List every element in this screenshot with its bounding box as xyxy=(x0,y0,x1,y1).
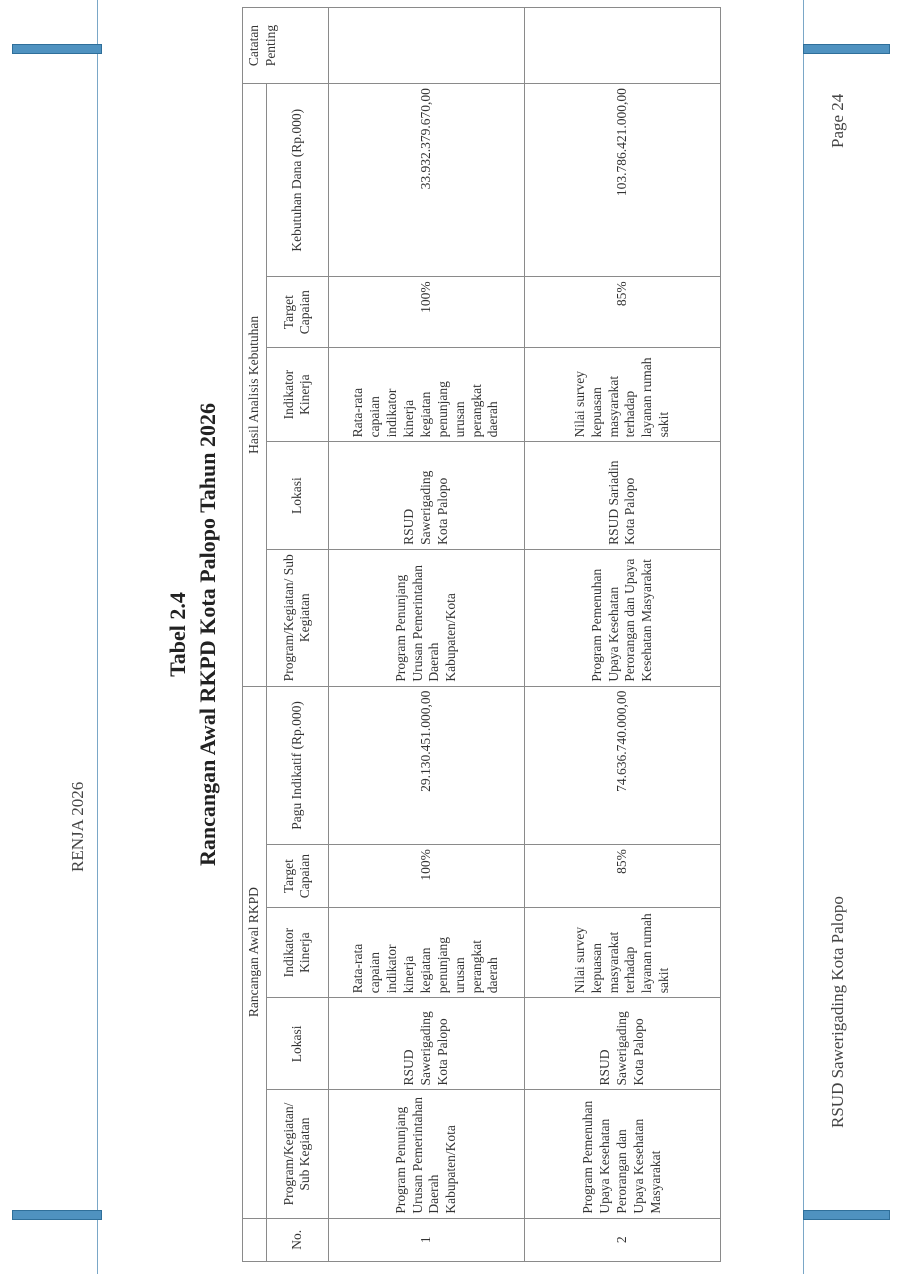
row-kebutuhan-dana: 103.786.421.000,00 xyxy=(524,84,720,277)
footer-org-name: RSUD Sawerigading Kota Palopo xyxy=(828,896,847,1128)
header-indikator: Indikator Kinerja xyxy=(266,908,328,998)
row-indikator-hasil: Nilai survey kepuasan masyarakat terhadap layanan rumah sakit xyxy=(524,347,720,441)
row-target-hasil: 85% xyxy=(524,277,720,348)
row-pagu: 74.636.740.000,00 xyxy=(524,686,720,845)
table-row xyxy=(328,8,524,1262)
row-pagu: 29.130.451.000,00 xyxy=(328,686,524,845)
header-target-hasil: Target Capaian xyxy=(266,277,328,348)
bottom-right-accent-bar xyxy=(803,1210,890,1220)
header-catatan-penting: Catatan Penting xyxy=(243,8,329,84)
top-right-accent-bar xyxy=(803,44,890,54)
header-program: Program/Kegiatan/ Sub Kegiatan xyxy=(266,1090,328,1218)
row-program: Program Pemenuhan Upaya Kesehatan Perorangan dan Upaya Kesehatan Masyarakat xyxy=(524,1090,720,1218)
group-header-rancangan-awal: Rancangan Awal RKPD xyxy=(243,686,267,1218)
right-margin-line xyxy=(803,0,804,1274)
rkpd-table xyxy=(242,7,721,1262)
top-left-accent-bar xyxy=(12,44,102,54)
header-program-hasil: Program/Kegiatan/ Sub Kegiatan xyxy=(266,549,328,686)
header-lokasi: Lokasi xyxy=(266,998,328,1090)
header-kebutuhan-dana: Kebutuhan Dana (Rp.000) xyxy=(266,84,328,277)
row-no: 2 xyxy=(524,1218,720,1261)
row-program-hasil: Program Pemenuhan Upaya Kesehatan Perorangan dan Upaya Kesehatan Masyarakat xyxy=(524,549,720,686)
header-pagu: Pagu Indikatif (Rp.000) xyxy=(266,686,328,845)
header-target: Target Capaian xyxy=(266,845,328,908)
header-no: No. xyxy=(266,1218,328,1261)
table-row xyxy=(524,8,720,1262)
group-header-hasil-analisis: Hasil Analisis Kebutuhan xyxy=(243,84,267,687)
header-indikator-hasil: Indikator Kinerja xyxy=(266,347,328,441)
row-target-hasil: 100% xyxy=(328,277,524,348)
footer-page-number: Page 24 xyxy=(828,93,847,148)
rotated-content xyxy=(160,7,715,1262)
row-lokasi-hasil: RSUD Sawerigading Kota Palopo xyxy=(328,442,524,549)
row-indikator-hasil: Rata-rata capaian indikator kinerja kegiatan penunjang urusan perangkat daerah xyxy=(328,347,524,441)
row-target: 85% xyxy=(524,845,720,908)
row-indikator: Nilai survey kepuasan masyarakat terhadap layanan rumah sakit xyxy=(524,908,720,998)
header-lokasi-hasil: Lokasi xyxy=(266,442,328,549)
row-kebutuhan-dana: 33.932.379.670,00 xyxy=(328,84,524,277)
row-lokasi-hasil: RSUD Sariadin Kota Palopo xyxy=(524,442,720,549)
row-catatan xyxy=(524,8,720,84)
header-doc-label: RENJA 2026 xyxy=(68,781,87,872)
row-program-hasil: Program Penunjang Urusan Pemerintahan Daerah Kabupaten/Kota xyxy=(328,549,524,686)
row-lokasi: RSUD Sawerigading Kota Palopo xyxy=(328,998,524,1090)
header-empty-no xyxy=(243,1218,267,1261)
row-lokasi: RSUD Sawerigading Kota Palopo xyxy=(524,998,720,1090)
left-margin-line xyxy=(97,0,98,1274)
row-catatan xyxy=(328,8,524,84)
row-target: 100% xyxy=(328,845,524,908)
bottom-left-accent-bar xyxy=(12,1210,102,1220)
row-indikator: Rata-rata capaian indikator kinerja kegiatan penunjang urusan perangkat daerah xyxy=(328,908,524,998)
table-number-title: Tabel 2.4 xyxy=(165,592,190,677)
row-no: 1 xyxy=(328,1218,524,1261)
row-program: Program Penunjang Urusan Pemerintahan Daerah Kabupaten/Kota xyxy=(328,1090,524,1218)
table-main-title: Rancangan Awal RKPD Kota Palopo Tahun 2026 xyxy=(195,403,220,866)
